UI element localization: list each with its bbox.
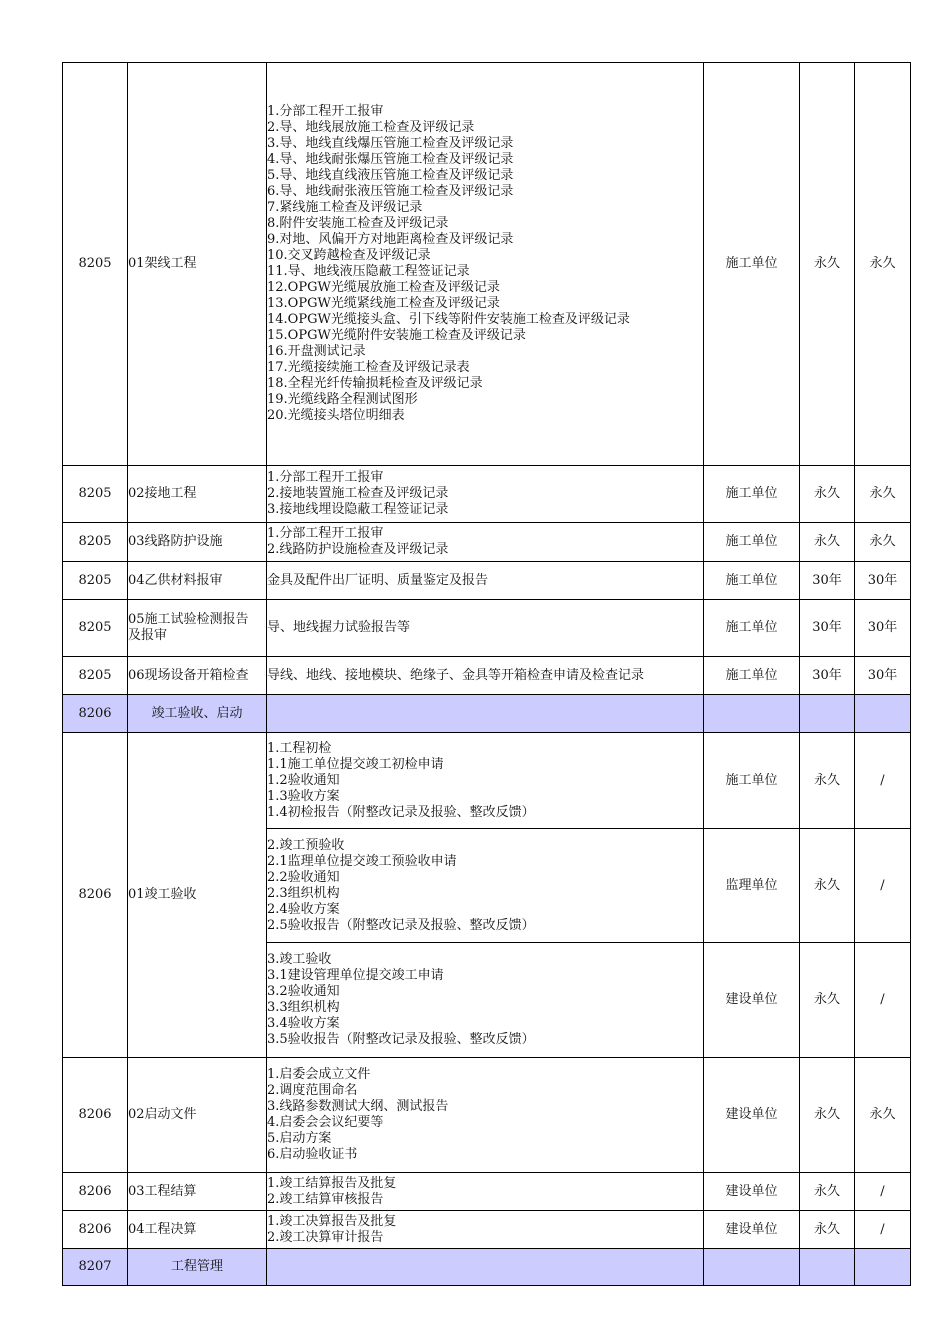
responsible-unit: 施工单位 — [704, 733, 800, 829]
retention-period-2: / — [855, 1211, 911, 1249]
item-content: 金具及配件出厂证明、质量鉴定及报告 — [267, 562, 704, 600]
item-name: 02启动文件 — [128, 1058, 267, 1173]
responsible-unit: 建设单位 — [704, 1058, 800, 1173]
retention-period-2: 永久 — [855, 523, 911, 562]
item-content: 1.竣工结算报告及批复 2.竣工结算审核报告 — [267, 1173, 704, 1211]
retention-period-2: / — [855, 733, 911, 829]
table-row — [63, 733, 911, 829]
class-code: 8206 — [63, 1211, 128, 1249]
responsible-unit: 施工单位 — [704, 600, 800, 657]
retention-period-1: 永久 — [800, 733, 855, 829]
retention-period-1: 永久 — [800, 1058, 855, 1173]
responsible-unit: 施工单位 — [704, 63, 800, 466]
class-code: 8205 — [63, 63, 128, 466]
item-name: 02接地工程 — [128, 466, 267, 523]
retention-period-2: / — [855, 829, 911, 943]
retention-period-2: 永久 — [855, 466, 911, 523]
empty-cell — [855, 695, 911, 733]
table-row — [63, 562, 911, 600]
class-code: 8205 — [63, 466, 128, 523]
section-header-row — [63, 1249, 911, 1286]
table-row — [63, 466, 911, 523]
responsible-unit: 建设单位 — [704, 1173, 800, 1211]
retention-period-2: 30年 — [855, 562, 911, 600]
item-name: 01架线工程 — [128, 63, 267, 466]
item-name: 03线路防护设施 — [128, 523, 267, 562]
item-name: 01竣工验收 — [128, 733, 267, 1058]
item-content: 2.竣工预验收 2.1监理单位提交竣工预验收申请 2.2验收通知 2.3组织机构 2.4验收方案 2.5验收报告（附整改记录及报验、整改反馈） — [267, 829, 704, 943]
retention-period-1: 永久 — [800, 1173, 855, 1211]
responsible-unit: 施工单位 — [704, 523, 800, 562]
responsible-unit: 监理单位 — [704, 829, 800, 943]
section-header-row — [63, 695, 911, 733]
retention-period-1: 永久 — [800, 466, 855, 523]
responsible-unit: 建设单位 — [704, 943, 800, 1058]
responsible-unit: 建设单位 — [704, 1211, 800, 1249]
retention-period-1: 永久 — [800, 943, 855, 1058]
item-content: 1.竣工决算报告及批复 2.竣工决算审计报告 — [267, 1211, 704, 1249]
retention-period-1: 永久 — [800, 1211, 855, 1249]
table-row — [63, 1058, 911, 1173]
item-content: 1.工程初检 1.1施工单位提交竣工初检申请 1.2验收通知 1.3验收方案 1.4初检报告（附整改记录及报验、整改反馈） — [267, 733, 704, 829]
item-content: 1.分部工程开工报审 2.线路防护设施检查及评级记录 — [267, 523, 704, 562]
item-content: 导、地线握力试验报告等 — [267, 600, 704, 657]
class-code: 8205 — [63, 523, 128, 562]
retention-period-2: 30年 — [855, 600, 911, 657]
class-code: 8206 — [63, 1058, 128, 1173]
retention-period-2: 永久 — [855, 1058, 911, 1173]
section-title: 工程管理 — [128, 1249, 267, 1286]
retention-period-1: 永久 — [800, 63, 855, 466]
retention-period-1: 30年 — [800, 562, 855, 600]
retention-period-2: / — [855, 1173, 911, 1211]
section-code: 8206 — [63, 695, 128, 733]
empty-cell — [704, 695, 800, 733]
responsible-unit: 施工单位 — [704, 657, 800, 695]
item-content: 1.启委会成立文件 2.调度范围命名 3.线路参数测试大纲、测试报告 4.启委会会议纪要等 5.启动方案 6.启动验收证书 — [267, 1058, 704, 1173]
retention-period-1: 30年 — [800, 657, 855, 695]
class-code: 8205 — [63, 657, 128, 695]
retention-period-2: / — [855, 943, 911, 1058]
retention-period-1: 永久 — [800, 523, 855, 562]
empty-cell — [800, 695, 855, 733]
item-name: 04工程决算 — [128, 1211, 267, 1249]
item-name: 06现场设备开箱检查 — [128, 657, 267, 695]
table-row — [63, 523, 911, 562]
empty-cell — [267, 1249, 704, 1286]
retention-period-1: 永久 — [800, 829, 855, 943]
item-content: 1.分部工程开工报审 2.导、地线展放施工检查及评级记录 3.导、地线直线爆压管施工检查及评级记录 4.导、地线耐张爆压管施工检查及评级记录 5.导、地线直线液压管施工检查及评级记录 6.导、地线耐张液压管施工检查及评级记录 7.紧线施工检查及评级记录 8.附件安装施工检查及评级记录 9.对地、风偏开方对地距离检查及评级记录 10.交叉跨越检查及评级记录 11.导、地线液压隐蔽工程签证记录 12.OPGW光缆展放施工检查及评级记录 13.OPGW光缆紧线施工检查及评级记录 14.OPGW光缆接头盒、引下线等附件安装施工检查及评级记录 15.OPGW光缆附件安装施工检查及评级记录 16.开盘测试记录 17.光缆接续施工检查及评级记录表 18.全程光纤传输损耗检查及评级记录 19.光缆线路全程测试图形 20.光缆接头塔位明细表 — [267, 63, 704, 466]
item-name: 03工程结算 — [128, 1173, 267, 1211]
retention-period-1: 30年 — [800, 600, 855, 657]
section-code: 8207 — [63, 1249, 128, 1286]
table-row — [63, 657, 911, 695]
class-code: 8205 — [63, 600, 128, 657]
item-name: 05施工试验检测报告 及报审 — [128, 600, 267, 657]
item-content: 导线、地线、接地模块、绝缘子、金具等开箱检查申请及检查记录 — [267, 657, 704, 695]
retention-period-2: 30年 — [855, 657, 911, 695]
empty-cell — [704, 1249, 800, 1286]
retention-period-2: 永久 — [855, 63, 911, 466]
table-row — [63, 600, 911, 657]
responsible-unit: 施工单位 — [704, 466, 800, 523]
table-row — [63, 63, 911, 466]
table-row — [63, 1173, 911, 1211]
table-row — [63, 1211, 911, 1249]
item-content: 1.分部工程开工报审 2.接地装置施工检查及评级记录 3.接地线埋设隐蔽工程签证记录 — [267, 466, 704, 523]
archive-classification-table — [62, 62, 911, 1286]
empty-cell — [855, 1249, 911, 1286]
responsible-unit: 施工单位 — [704, 562, 800, 600]
section-title: 竣工验收、启动 — [128, 695, 267, 733]
item-name: 04乙供材料报审 — [128, 562, 267, 600]
class-code: 8206 — [63, 1173, 128, 1211]
class-code: 8205 — [63, 562, 128, 600]
empty-cell — [267, 695, 704, 733]
item-content: 3.竣工验收 3.1建设管理单位提交竣工申请 3.2验收通知 3.3组织机构 3.4验收方案 3.5验收报告（附整改记录及报验、整改反馈） — [267, 943, 704, 1058]
empty-cell — [800, 1249, 855, 1286]
class-code: 8206 — [63, 733, 128, 1058]
